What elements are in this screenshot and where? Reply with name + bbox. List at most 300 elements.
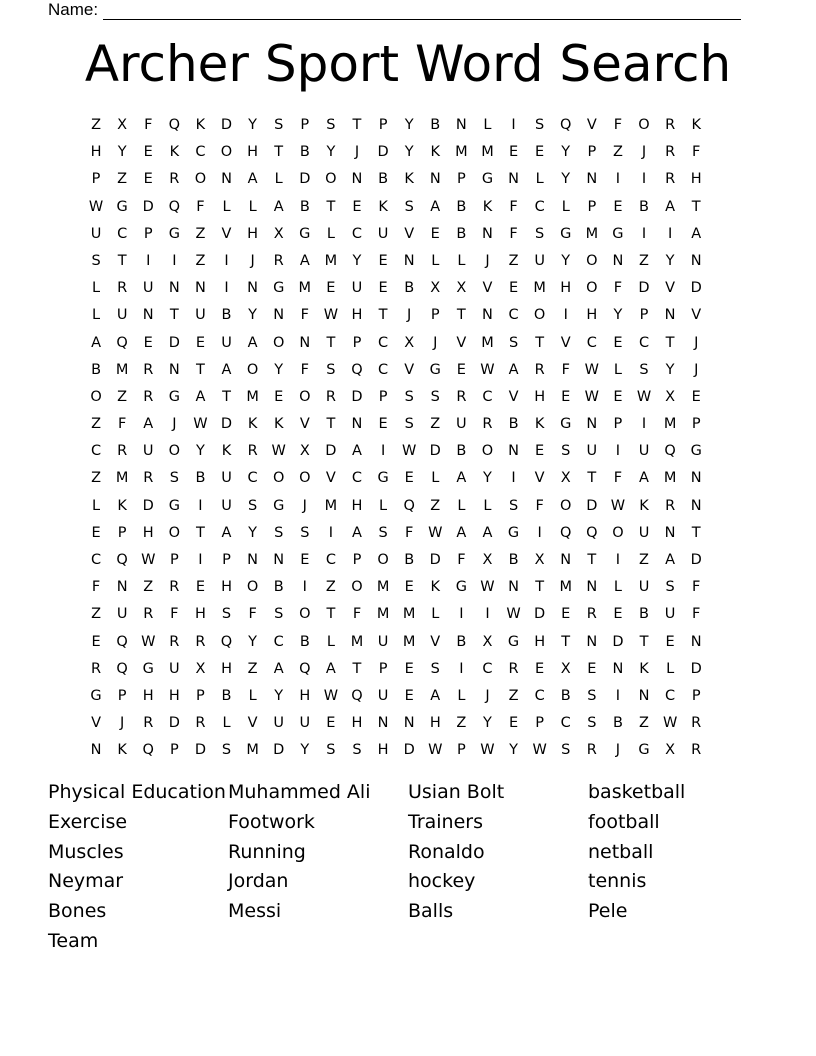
grid-letter: T bbox=[691, 198, 701, 215]
grid-letter: O bbox=[246, 579, 259, 596]
word-list bbox=[48, 778, 768, 957]
grid-letter: S bbox=[508, 334, 519, 351]
grid-letter: D bbox=[534, 606, 546, 623]
grid-letter: S bbox=[326, 742, 336, 759]
grid-letter: V bbox=[404, 225, 415, 242]
grid-letter: A bbox=[430, 687, 441, 704]
grid-letter: U bbox=[377, 225, 389, 242]
grid-letter: S bbox=[535, 225, 545, 242]
grid-letter: Q bbox=[351, 361, 363, 378]
grid-letter: N bbox=[664, 524, 676, 541]
grid-letter: F bbox=[613, 470, 623, 487]
grid-letter: G bbox=[560, 225, 572, 242]
grid-letter: J bbox=[485, 687, 490, 704]
grid-letter: A bbox=[352, 443, 362, 460]
grid-letter: O bbox=[299, 470, 311, 487]
grid-letter: P bbox=[430, 307, 440, 324]
grid-letter: N bbox=[377, 715, 389, 732]
grid-letter: U bbox=[195, 307, 206, 324]
grid-letter: V bbox=[430, 633, 441, 650]
grid-letter: M bbox=[324, 252, 338, 269]
grid-letter: S bbox=[221, 606, 232, 623]
grid-letter: R bbox=[508, 660, 519, 677]
word-list-item: Muscles bbox=[48, 840, 124, 863]
grid-letter: Y bbox=[509, 742, 518, 759]
grid-letter: L bbox=[483, 117, 492, 133]
grid-letter: I bbox=[641, 416, 647, 433]
grid-letter: C bbox=[90, 443, 102, 460]
grid-letter: T bbox=[326, 606, 336, 623]
grid-letter: F bbox=[196, 198, 205, 215]
grid-letter: B bbox=[404, 280, 415, 297]
grid-letter: Q bbox=[403, 497, 415, 514]
name-label: Name: bbox=[48, 0, 99, 19]
grid-letter: K bbox=[273, 416, 284, 433]
grid-letter: M bbox=[324, 497, 338, 514]
grid-letter: T bbox=[352, 117, 362, 133]
grid-letter: C bbox=[325, 552, 336, 568]
grid-letter: N bbox=[508, 579, 519, 596]
grid-letter: G bbox=[455, 579, 467, 596]
grid-letter: N bbox=[221, 171, 232, 188]
grid-letter: D bbox=[299, 171, 311, 188]
grid-letter: H bbox=[221, 579, 232, 596]
grid-letter: T bbox=[117, 252, 127, 269]
grid-letter: U bbox=[664, 606, 676, 623]
grid-letter: B bbox=[195, 470, 206, 487]
grid-letter: D bbox=[142, 198, 154, 215]
grid-letter: I bbox=[641, 225, 647, 242]
grid-letter: Z bbox=[195, 225, 206, 242]
grid-letter: F bbox=[352, 606, 362, 623]
name-field bbox=[48, 0, 741, 20]
grid-letter: C bbox=[247, 470, 258, 487]
grid-letter: P bbox=[691, 416, 701, 433]
grid-letter: A bbox=[665, 552, 676, 568]
grid-letter: J bbox=[354, 144, 360, 161]
grid-letter: R bbox=[117, 443, 128, 460]
grid-letter: M bbox=[481, 334, 494, 351]
grid-letter: J bbox=[615, 742, 621, 759]
grid-letter: T bbox=[587, 552, 597, 568]
grid-letter: M bbox=[481, 144, 494, 161]
grid-letter: F bbox=[405, 524, 414, 541]
grid-letter: B bbox=[299, 633, 310, 650]
grid-letter: U bbox=[169, 660, 180, 677]
grid-letter: A bbox=[221, 361, 232, 378]
grid-letter: U bbox=[299, 715, 311, 732]
grid-letter: R bbox=[665, 171, 676, 188]
grid-letter: E bbox=[143, 171, 153, 188]
grid-letter: Q bbox=[116, 633, 128, 650]
grid-letter: O bbox=[351, 579, 363, 596]
grid-letter: Y bbox=[274, 361, 284, 378]
grid-letter: Q bbox=[116, 552, 128, 568]
grid-letter: R bbox=[143, 470, 154, 487]
grid-letter: H bbox=[194, 606, 206, 623]
grid-letter: O bbox=[299, 388, 311, 405]
grid-letter: Y bbox=[483, 470, 492, 487]
grid-letter: Y bbox=[483, 715, 492, 732]
grid-letter: N bbox=[560, 552, 572, 568]
grid-letter: I bbox=[146, 252, 151, 269]
grid-letter: L bbox=[431, 470, 440, 487]
grid-letter: I bbox=[641, 171, 647, 188]
grid-letter: X bbox=[404, 334, 415, 351]
grid-letter: R bbox=[691, 742, 702, 759]
grid-letter: D bbox=[220, 416, 233, 433]
grid-letter: E bbox=[535, 660, 545, 677]
grid-letter: U bbox=[90, 225, 102, 242]
grid-letter: Y bbox=[117, 144, 127, 161]
grid-letter: P bbox=[456, 171, 466, 188]
grid-letter: H bbox=[560, 280, 572, 297]
word-list-item: Jordan bbox=[228, 870, 289, 893]
grid-letter: G bbox=[142, 660, 154, 677]
grid-letter: N bbox=[586, 171, 598, 188]
word-list-item: Balls bbox=[408, 900, 454, 923]
grid-letter: Y bbox=[248, 633, 258, 650]
grid-letter: E bbox=[613, 198, 623, 215]
grid-letter: A bbox=[247, 171, 258, 188]
grid-letter: N bbox=[586, 633, 598, 650]
grid-letter: O bbox=[272, 334, 285, 351]
grid-letter: S bbox=[561, 742, 571, 759]
grid-letter: S bbox=[326, 117, 336, 133]
grid-letter: A bbox=[691, 225, 702, 242]
grid-letter: V bbox=[221, 225, 232, 242]
grid-letter: E bbox=[378, 416, 388, 433]
grid-letter: S bbox=[300, 524, 310, 541]
grid-letter: N bbox=[116, 579, 128, 596]
grid-letter: C bbox=[273, 633, 284, 650]
grid-letter: S bbox=[326, 361, 336, 378]
grid-letter: C bbox=[351, 225, 363, 242]
grid-letter: Q bbox=[586, 524, 598, 541]
grid-letter: E bbox=[404, 687, 414, 704]
grid-letter: K bbox=[247, 416, 258, 433]
grid-letter: R bbox=[665, 144, 676, 161]
grid-letter: Y bbox=[248, 117, 258, 133]
grid-letter: H bbox=[377, 742, 389, 759]
grid-letter: C bbox=[638, 334, 650, 351]
grid-letter: U bbox=[638, 579, 650, 596]
grid-letter: G bbox=[481, 171, 494, 188]
grid-letter: V bbox=[325, 470, 336, 487]
grid-letter: I bbox=[511, 470, 516, 487]
grid-letter: F bbox=[509, 225, 518, 242]
grid-letter: Y bbox=[665, 361, 675, 378]
grid-letter: B bbox=[221, 687, 232, 704]
grid-letter: B bbox=[299, 198, 310, 215]
grid-letter: X bbox=[195, 660, 206, 677]
grid-letter: Y bbox=[665, 252, 675, 269]
grid-letter: P bbox=[352, 552, 362, 568]
grid-letter: V bbox=[508, 388, 519, 405]
grid-letter: W bbox=[428, 742, 443, 759]
grid-letter: S bbox=[430, 388, 440, 405]
grid-letter: V bbox=[586, 117, 597, 133]
grid-letter: N bbox=[247, 552, 259, 568]
grid-letter: W bbox=[323, 687, 339, 704]
grid-letter: L bbox=[222, 198, 231, 215]
grid-letter: I bbox=[615, 687, 621, 704]
grid-letter: A bbox=[247, 334, 258, 351]
grid-letter: L bbox=[326, 633, 335, 650]
grid-letter: R bbox=[665, 117, 676, 133]
grid-letter: S bbox=[561, 443, 571, 460]
grid-letter: G bbox=[507, 524, 520, 541]
grid-letter: N bbox=[482, 225, 493, 242]
grid-letter: E bbox=[404, 579, 414, 596]
grid-letter: N bbox=[508, 171, 519, 188]
grid-letter: B bbox=[430, 117, 441, 133]
grid-letter: W bbox=[88, 198, 104, 215]
grid-letter: E bbox=[404, 470, 414, 487]
grid-letter: L bbox=[457, 687, 466, 704]
grid-letter: P bbox=[587, 144, 597, 161]
grid-letter: B bbox=[456, 198, 467, 215]
grid-letter: N bbox=[638, 687, 650, 704]
grid-letter: R bbox=[247, 443, 258, 460]
grid-letter: S bbox=[248, 497, 258, 514]
grid-letter: T bbox=[326, 198, 336, 215]
grid-letter: U bbox=[221, 497, 232, 514]
grid-letter: F bbox=[91, 579, 101, 596]
grid-letter: H bbox=[351, 307, 363, 324]
grid-letter: Z bbox=[639, 552, 649, 568]
grid-letter: L bbox=[457, 497, 466, 514]
grid-letter: E bbox=[587, 660, 597, 677]
grid-letter: Y bbox=[404, 117, 414, 133]
grid-letter: S bbox=[639, 361, 649, 378]
grid-letter: G bbox=[116, 198, 128, 215]
word-list-item: Running bbox=[228, 840, 306, 863]
grid-letter: D bbox=[168, 715, 180, 732]
grid-letter: S bbox=[430, 660, 440, 677]
grid-letter: D bbox=[194, 742, 206, 759]
grid-letter: R bbox=[117, 280, 128, 297]
grid-letter: D bbox=[690, 660, 702, 677]
grid-letter: F bbox=[692, 606, 701, 623]
grid-letter: X bbox=[665, 388, 676, 405]
grid-letter: Z bbox=[247, 660, 258, 677]
grid-letter: B bbox=[560, 687, 571, 704]
grid-letter: O bbox=[168, 443, 181, 460]
grid-letter: D bbox=[690, 552, 702, 568]
grid-letter: I bbox=[302, 579, 307, 596]
grid-letter: W bbox=[323, 307, 339, 324]
grid-letter: S bbox=[404, 416, 414, 433]
grid-letter: B bbox=[221, 307, 232, 324]
grid-letter: W bbox=[584, 361, 599, 378]
grid-letter: Z bbox=[91, 117, 102, 133]
grid-letter: F bbox=[300, 361, 309, 378]
grid-letter: Z bbox=[117, 171, 128, 188]
grid-letter: X bbox=[117, 117, 128, 133]
grid-letter: E bbox=[91, 524, 101, 541]
word-list-item: Neymar bbox=[48, 870, 124, 893]
grid-letter: P bbox=[91, 171, 101, 188]
grid-letter: F bbox=[248, 606, 257, 623]
grid-letter: H bbox=[586, 307, 598, 324]
word-list-item: Usian Bolt bbox=[408, 781, 505, 803]
grid-letter: N bbox=[455, 117, 467, 133]
grid-letter: G bbox=[168, 497, 180, 514]
grid-letter: E bbox=[352, 198, 362, 215]
grid-letter: P bbox=[222, 552, 231, 568]
grid-letter: I bbox=[667, 225, 673, 242]
word-list-item: Footwork bbox=[228, 810, 315, 833]
grid-letter: D bbox=[403, 742, 415, 759]
grid-letter: U bbox=[221, 470, 232, 487]
grid-letter: C bbox=[195, 144, 206, 161]
grid-letter: W bbox=[532, 742, 547, 759]
grid-letter: K bbox=[639, 660, 649, 677]
grid-letter: N bbox=[90, 742, 102, 759]
grid-letter: O bbox=[272, 470, 285, 487]
grid-letter: Y bbox=[561, 171, 571, 188]
grid-letter: J bbox=[172, 416, 177, 433]
grid-letter: M bbox=[376, 579, 390, 596]
grid-letter: I bbox=[172, 252, 177, 269]
grid-letter: G bbox=[299, 225, 311, 242]
grid-letter: K bbox=[691, 117, 701, 133]
grid-letter: U bbox=[534, 252, 545, 269]
grid-letter: W bbox=[480, 579, 495, 596]
grid-letter: L bbox=[613, 361, 622, 378]
grid-letter: K bbox=[169, 144, 180, 161]
grid-letter: T bbox=[352, 660, 362, 677]
grid-letter: F bbox=[457, 552, 466, 568]
word-list-item: Team bbox=[48, 929, 99, 952]
grid-letter: E bbox=[326, 715, 336, 732]
grid-letter: E bbox=[430, 225, 440, 242]
grid-letter: W bbox=[193, 416, 208, 433]
grid-letter: Y bbox=[326, 144, 336, 161]
grid-letter: A bbox=[221, 524, 232, 541]
grid-letter: A bbox=[143, 416, 154, 433]
grid-letter: G bbox=[612, 225, 624, 242]
grid-letter: U bbox=[116, 307, 128, 324]
grid-letter: W bbox=[480, 742, 495, 759]
grid-letter: C bbox=[378, 361, 389, 378]
grid-letter: T bbox=[639, 633, 649, 650]
grid-letter: F bbox=[613, 280, 623, 297]
grid-letter: J bbox=[694, 361, 699, 378]
grid-letter: R bbox=[482, 416, 493, 433]
word-list-item: basketball bbox=[588, 781, 686, 803]
grid-letter: B bbox=[456, 225, 467, 242]
grid-letter: L bbox=[222, 715, 231, 732]
grid-letter: E bbox=[195, 334, 205, 351]
grid-letter: R bbox=[325, 388, 336, 405]
grid-letter: E bbox=[613, 334, 623, 351]
grid-letter: D bbox=[429, 552, 441, 568]
grid-letter: F bbox=[144, 117, 153, 133]
grid-letter: F bbox=[692, 579, 701, 596]
grid-letter: N bbox=[508, 443, 519, 460]
grid-letter: Q bbox=[168, 198, 181, 215]
grid-letter: J bbox=[641, 144, 647, 161]
word-list-item: hockey bbox=[408, 870, 476, 893]
grid-letter: M bbox=[455, 144, 468, 161]
grid-letter: R bbox=[91, 660, 102, 677]
grid-letter: E bbox=[300, 552, 310, 568]
grid-letter: D bbox=[377, 144, 389, 161]
grid-letter: P bbox=[300, 117, 310, 133]
grid-letter: Z bbox=[508, 687, 519, 704]
grid-letter: N bbox=[403, 715, 415, 732]
page-title: Archer Sport Word Search bbox=[84, 35, 732, 93]
grid-letter: N bbox=[612, 660, 624, 677]
grid-letter: H bbox=[247, 225, 259, 242]
grid-letter: G bbox=[377, 470, 389, 487]
word-list-item: Messi bbox=[228, 900, 282, 923]
grid-letter: A bbox=[639, 470, 649, 487]
grid-letter: A bbox=[456, 470, 467, 487]
grid-letter: C bbox=[90, 552, 102, 568]
grid-letter: Y bbox=[248, 524, 258, 541]
grid-letter: M bbox=[533, 280, 546, 297]
grid-letter: S bbox=[221, 742, 232, 759]
name-underline bbox=[103, 4, 741, 20]
grid-letter: Q bbox=[560, 117, 572, 133]
grid-letter: S bbox=[169, 470, 179, 487]
grid-letter: A bbox=[508, 361, 519, 378]
grid-letter: N bbox=[690, 497, 702, 514]
grid-letter: K bbox=[482, 198, 493, 215]
grid-letter: B bbox=[404, 552, 415, 568]
grid-letter: Q bbox=[664, 443, 676, 460]
grid-letter: W bbox=[662, 715, 678, 732]
grid-letter: K bbox=[430, 579, 441, 596]
grid-letter: U bbox=[142, 280, 154, 297]
grid-letter: Q bbox=[116, 660, 128, 677]
grid-letter: P bbox=[639, 307, 649, 324]
grid-letter: L bbox=[457, 252, 466, 269]
grid-letter: H bbox=[90, 144, 102, 161]
grid-letter: J bbox=[694, 334, 699, 351]
grid-letter: R bbox=[586, 742, 597, 759]
grid-letter: T bbox=[691, 524, 701, 541]
grid-letter: L bbox=[92, 307, 101, 324]
grid-letter: I bbox=[328, 524, 334, 541]
grid-letter: Z bbox=[612, 144, 623, 161]
grid-letter: B bbox=[273, 579, 284, 596]
grid-letter: N bbox=[403, 252, 415, 269]
grid-letter: N bbox=[351, 171, 363, 188]
grid-letter: N bbox=[194, 280, 206, 297]
grid-letter: E bbox=[143, 144, 153, 161]
grid-letter: I bbox=[198, 552, 203, 568]
grid-letter: S bbox=[274, 606, 284, 623]
grid-letter: Y bbox=[274, 687, 284, 704]
grid-letter: H bbox=[142, 687, 154, 704]
grid-letter: Q bbox=[220, 633, 233, 650]
grid-letter: T bbox=[535, 579, 545, 596]
word-list-item: Muhammed Ali bbox=[228, 781, 371, 803]
grid-letter: Z bbox=[456, 715, 467, 732]
grid-letter: R bbox=[456, 388, 467, 405]
grid-letter: A bbox=[91, 334, 101, 351]
grid-letter: C bbox=[482, 660, 493, 677]
grid-letter: L bbox=[248, 198, 257, 215]
grid-letter: P bbox=[352, 334, 362, 351]
grid-letter: H bbox=[534, 388, 546, 405]
grid-letter: N bbox=[482, 307, 493, 324]
grid-letter: C bbox=[560, 715, 571, 732]
